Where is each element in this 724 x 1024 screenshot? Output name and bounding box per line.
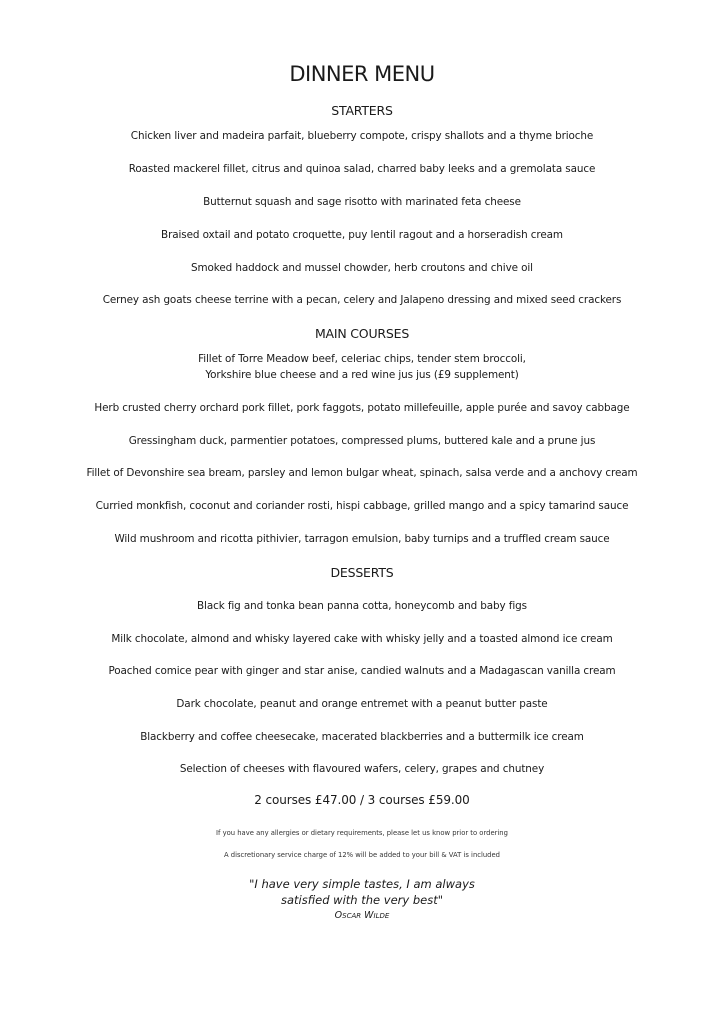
starter-item: Butternut squash and sage risotto with marinated feta cheese bbox=[203, 196, 521, 208]
dessert-item: Blackberry and coffee cheesecake, macerated blackberries and a buttermilk ice cream bbox=[140, 731, 584, 743]
starters-heading: STARTERS bbox=[331, 103, 393, 118]
service-note: A discretionary service charge of 12% will be added to your bill & VAT is included bbox=[223, 851, 500, 859]
dessert-item: Poached comice pear with ginger and star anise, candied walnuts and a Madagascan vanilla cream bbox=[108, 665, 616, 677]
dessert-item: Black fig and tonka bean panna cotta, honeycomb and baby figs bbox=[197, 600, 527, 612]
page-title: DINNER MENU bbox=[289, 62, 435, 86]
main-courses-heading: MAIN COURSES bbox=[314, 326, 410, 341]
starter-item: Roasted mackerel fillet, citrus and quinoa salad, charred baby leeks and a gremolata sauce bbox=[128, 163, 596, 175]
main-item-line: Fillet of Torre Meadow beef, celeriac chips, tender stem broccoli, bbox=[198, 353, 526, 365]
main-item-line: Yorkshire blue cheese and a red wine jus jus (£9 supplement) bbox=[205, 369, 519, 381]
starter-item: Chicken liver and madeira parfait, blueberry compote, crispy shallots and a thyme brioche bbox=[130, 130, 594, 142]
main-item: Curried monkfish, coconut and coriander rosti, hispi cabbage, grilled mango and a spicy tamarind sauce bbox=[95, 500, 629, 512]
main-item: Gressingham duck, parmentier potatoes, compressed plums, buttered kale and a prune jus bbox=[128, 435, 596, 447]
quote-line: satisfied with the very best" bbox=[280, 893, 443, 907]
quote-author: Oscar Wilde bbox=[334, 910, 390, 921]
main-item: Wild mushroom and ricotta pithivier, tarragon emulsion, baby turnips and a truffled cream sauce bbox=[114, 533, 610, 545]
quote-line: "I have very simple tastes, I am always bbox=[249, 877, 475, 891]
dessert-item: Milk chocolate, almond and whisky layered cake with whisky jelly and a toasted almond ice cream bbox=[111, 633, 613, 645]
main-item: Fillet of Devonshire sea bream, parsley and lemon bulgar wheat, spinach, salsa verde and a anchovy cream bbox=[86, 467, 638, 479]
allergy-note: If you have any allergies or dietary requirements, please let us know prior to ordering bbox=[216, 829, 508, 837]
desserts-heading: DESSERTS bbox=[330, 565, 394, 580]
starter-item: Smoked haddock and mussel chowder, herb croutons and chive oil bbox=[191, 262, 533, 274]
dessert-item: Dark chocolate, peanut and orange entremet with a peanut butter paste bbox=[176, 698, 548, 710]
starter-item: Cerney ash goats cheese terrine with a pecan, celery and Jalapeno dressing and mixed seed crackers bbox=[102, 294, 622, 306]
starter-item: Braised oxtail and potato croquette, puy lentil ragout and a horseradish cream bbox=[161, 229, 563, 241]
dessert-item: Selection of cheeses with flavoured wafers, celery, grapes and chutney bbox=[179, 763, 545, 775]
price-line: 2 courses £47.00 / 3 courses £59.00 bbox=[254, 793, 470, 807]
main-item: Herb crusted cherry orchard pork fillet, pork faggots, potato millefeuille, apple purée and savoy cabbage bbox=[94, 402, 630, 414]
